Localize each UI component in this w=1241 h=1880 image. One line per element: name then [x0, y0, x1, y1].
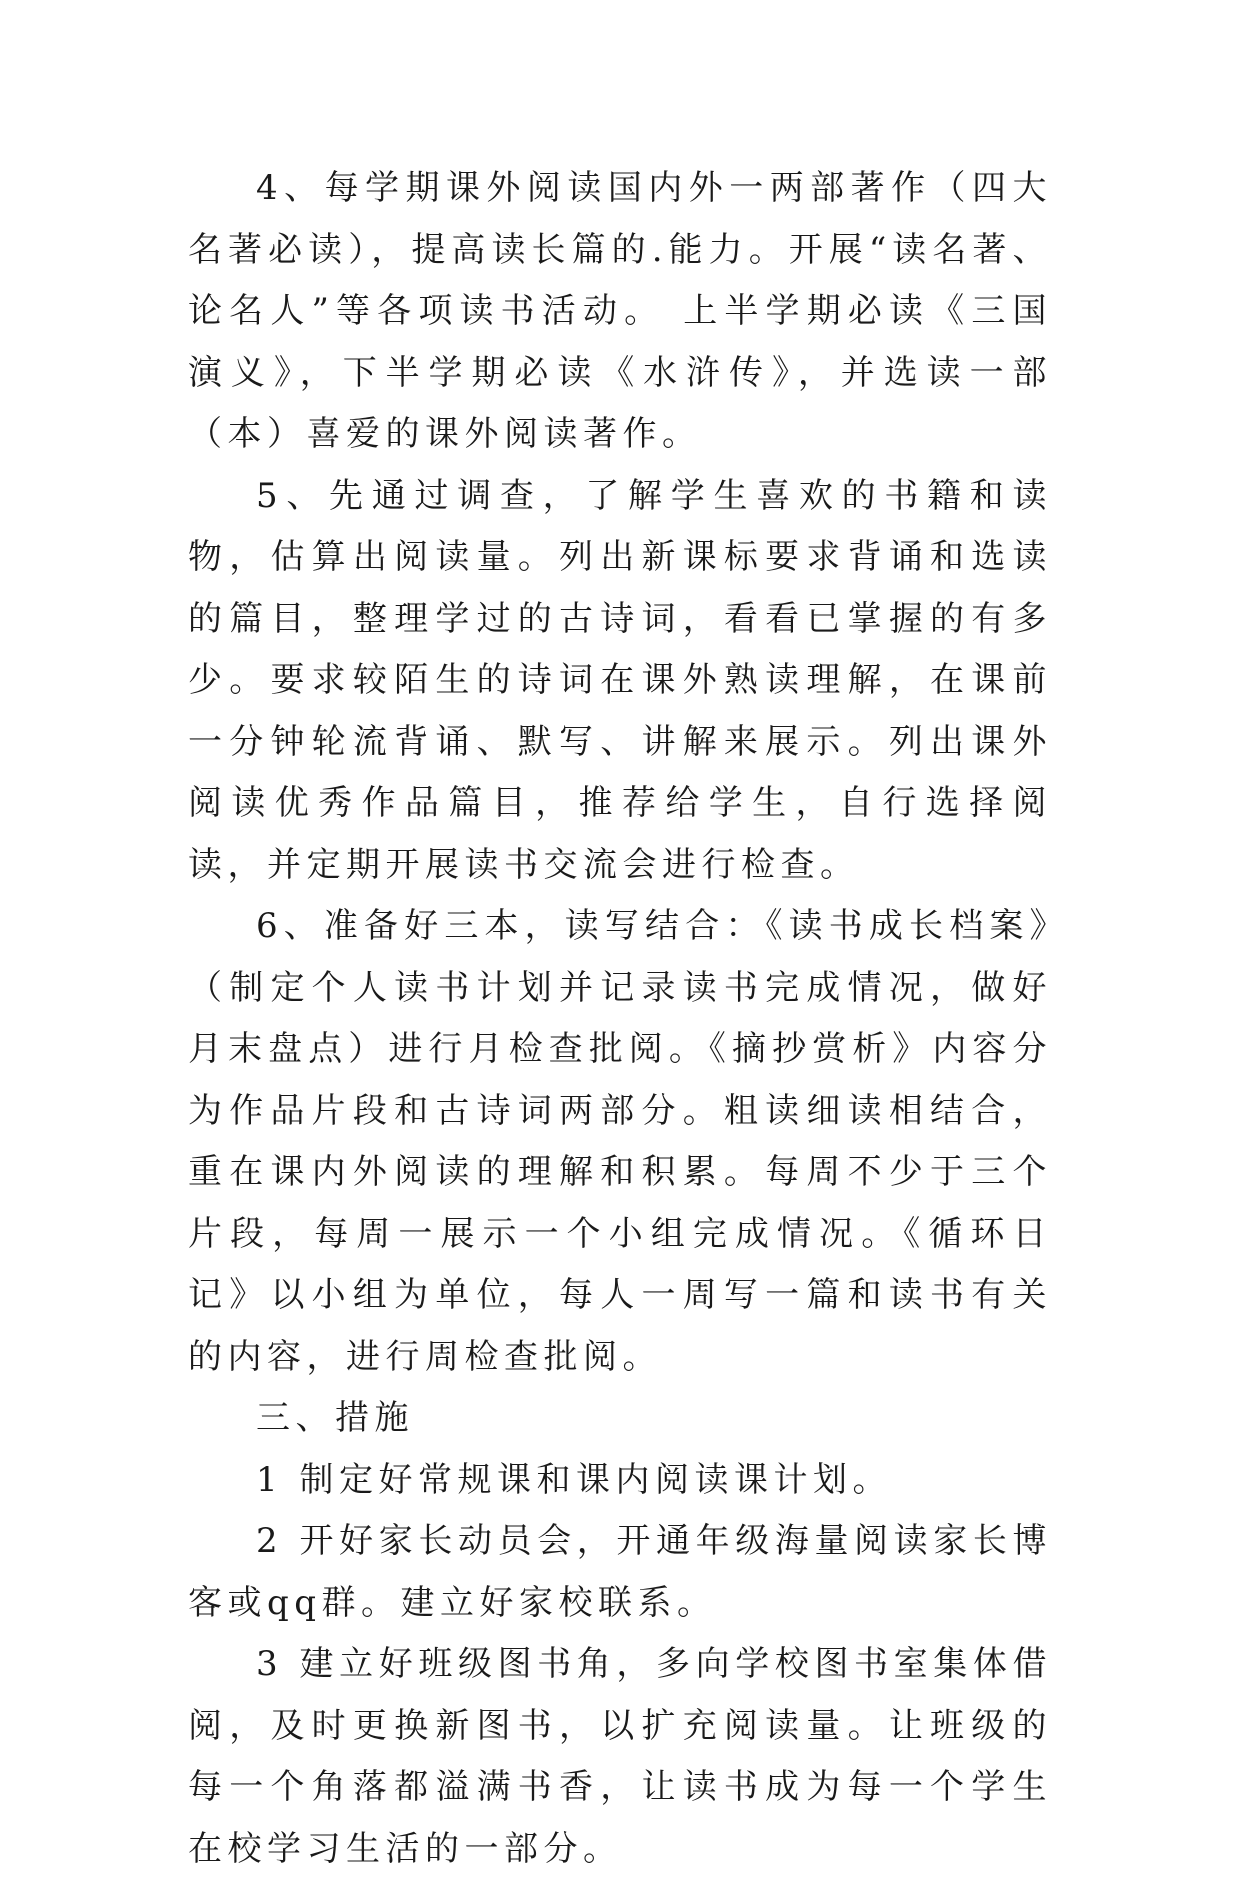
measure-item-2: 2 开好家长动员会，开通年级海量阅读家长博客或qq群。建立好家校联系。	[188, 1521, 1052, 1623]
measure-item-3: 3 建立好班级图书角，多向学校图书室集体借阅，及时更换新图书，以扩充阅读量。让班级的每一个角落都溢满书香，让读书成为每一个学生在校学习生活的一部分。	[188, 1644, 1052, 1869]
document-body	[188, 158, 1052, 1880]
section-heading-measures: 三、措施	[256, 1398, 414, 1438]
paragraph-item-5: 5、先通过调查，了解学生喜欢的书籍和读物，估算出阅读量。列出新课标要求背诵和选读的篇目，整理学过的古诗词，看看已掌握的有多少。要求较陌生的诗词在课外熟读理解，在课前一分钟轮流背诵、默写、讲解来展示。列出课外阅读优秀作品篇目，推荐给学生，自行选择阅读，并定期开展读书交流会进行检查。	[188, 475, 1052, 885]
measure-item-1: 1 制定好常规课和课内阅读课计划。	[256, 1459, 892, 1500]
paragraph-item-6: 6、准备好三本，读写结合：《读书成长档案》（制定个人读书计划并记录读书完成情况，做好月末盘点）进行月检查批阅。《摘抄赏析》内容分为作品片段和古诗词两部分。粗读细读相结合，重在课内外阅读的理解和积累。每周不少于三个片段，每周一展示一个小组完成情况。《循环日记》以小组为单位，每人一周写一篇和读书有关的内容，进行周检查批阅。	[188, 906, 1052, 1377]
paragraph-item-4: 4、每学期课外阅读国内外一两部著作（四大名著必读），提高读长篇的.能力。开展“读名著、论名人”等各项读书活动。 上半学期必读《三国演义》，下半学期必读《水浒传》，并选读一部（本）喜爱的课外阅读著作。	[188, 168, 1052, 454]
